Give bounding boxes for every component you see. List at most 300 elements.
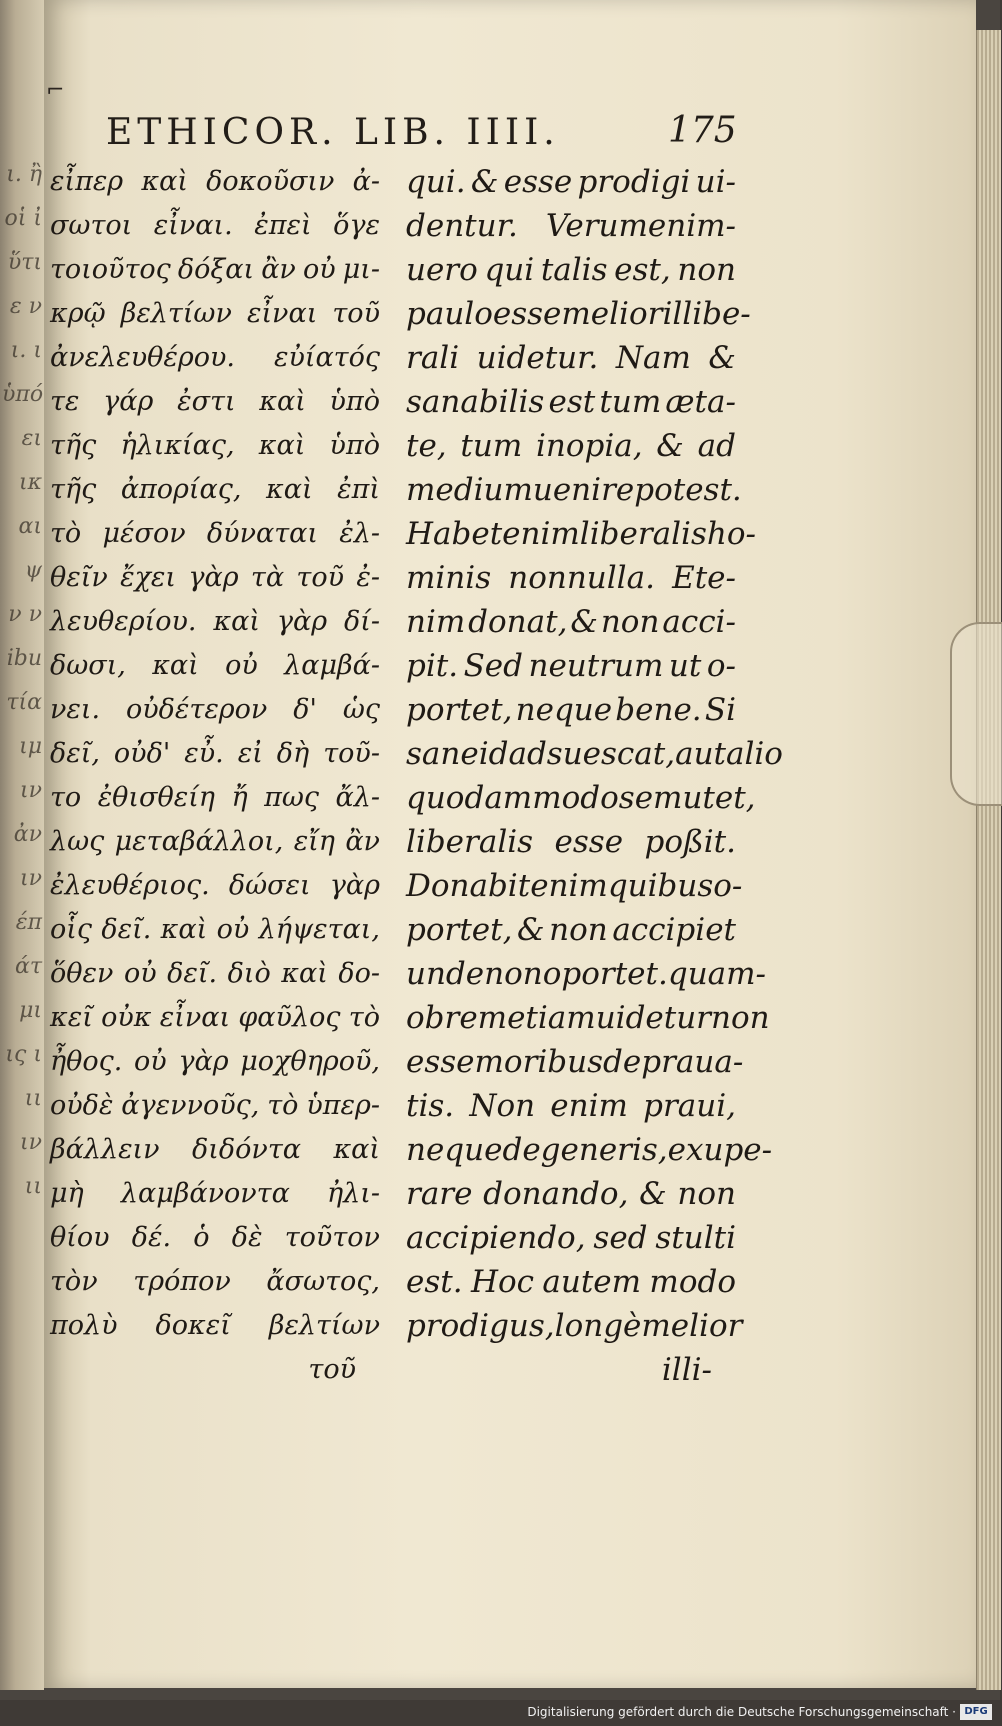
digitization-credit: Digitalisierung gefördert durch die Deutsche Forschungsgemeinschaft · [527,1705,956,1719]
text-word: τε [50,386,80,417]
text-word: ἐπεὶ [254,210,312,241]
text-word: τοῦ [332,298,380,329]
text-word: ὑπὸ [329,386,380,417]
text-word: esse [406,1044,475,1080]
text-word: rare [406,1176,473,1212]
text-word: Donabit [406,868,531,904]
latin-line [406,336,736,380]
text-word: ἀ- [352,166,380,197]
text-word: liberalis [579,516,707,552]
latin-line [406,292,751,336]
text-word: oportet. [542,956,668,992]
text-word: & [639,1176,667,1212]
facing-page-fragment: ἀν [13,822,42,847]
text-word: οὐδὲ [50,1090,114,1121]
text-word: μέσον [102,518,186,549]
text-word: medium [406,472,533,508]
text-word: τῆς [50,474,97,505]
facing-page-fragment: ιι [24,1086,42,1111]
text-word: τὸ [267,1090,299,1121]
text-word: etiam [507,1000,596,1036]
text-word: διδόντα [192,1134,301,1165]
text-word: esse [503,164,573,200]
text-word: Hoc [470,1264,535,1300]
text-word: εἴη [293,826,335,857]
latin-line [406,1348,736,1392]
latin-line [406,1084,736,1128]
greek-line [50,248,380,292]
text-word: ὁ [193,1222,210,1253]
page-number: 175 [668,110,737,151]
text-word: ho- [706,516,756,552]
latin-line [406,1128,773,1172]
text-word: non [549,912,608,948]
greek-line [50,864,380,908]
text-word: Non [469,1088,536,1124]
text-word: alio [726,736,783,772]
facing-page-fragment: ιν [20,866,42,891]
facing-page-fragment: ιν [20,1130,42,1155]
text-word: inopia, [535,428,643,464]
text-word: non [677,252,736,288]
text-word: οὐ [225,650,258,681]
facing-page-fragment: οἱ ἰ [4,206,42,231]
text-word: το [50,782,82,813]
text-word: nim [406,604,466,640]
text-word: βάλλειν [50,1134,160,1165]
text-word: καὶ [333,1134,380,1165]
text-word: ἂν [261,254,296,285]
text-word: stulti [655,1220,736,1256]
text-word: ἐστι [177,386,236,417]
text-word: non [484,956,543,992]
greek-line [50,688,380,732]
text-word: sanabilis [406,384,545,420]
text-word: uidetur [595,1000,711,1036]
greek-line [50,1172,380,1216]
text-word: δώσει [228,870,311,901]
text-word: οὐ [134,1046,167,1077]
latin-line [406,776,756,820]
facing-page-fragment: ι. ἢ [6,162,42,187]
text-word: οὐδ' [113,738,171,769]
text-word: μεταβάλλοι, [114,826,284,857]
text-word: οἷς [50,914,92,945]
text-word: acci- [662,604,736,640]
text-word: & [708,340,736,376]
text-word: Ete- [672,560,736,596]
text-word: δεῖ, [50,738,100,769]
greek-line [50,776,380,820]
facing-page-fragment: ις ι [5,1042,42,1067]
text-word: autem [542,1264,642,1300]
text-word: οὐκ [101,1002,152,1033]
facing-page-fragment: τία [6,690,42,715]
greek-line [50,512,380,556]
greek-line [50,952,380,996]
text-word: o- [706,648,736,684]
latin-line [406,820,736,864]
text-word: ὑπὸ [329,430,380,461]
text-word: te, [406,428,447,464]
latin-line [406,160,736,204]
text-word: id [478,736,509,772]
text-word: Verumenim- [545,208,736,244]
text-word: εἶναι. [153,210,233,241]
latin-line [406,204,736,248]
text-word: longè [554,1308,642,1344]
text-word: γὰρ [178,1046,229,1077]
text-word: enim [530,868,608,904]
text-word: illi- [661,1352,712,1388]
latin-line [406,732,783,776]
greek-line [50,1040,380,1084]
facing-page-fragment: ει [21,426,42,451]
running-head: ETHICOR. LIB. IIII. [106,112,560,153]
text-word: portet, [406,912,513,948]
text-word: δ' [293,694,317,725]
text-word: οὐ [123,958,157,989]
text-word: γάρ [103,386,154,417]
text-word: paulo [406,296,493,332]
facing-page-fragment: ὑπό [2,382,44,407]
greek-line [50,996,380,1040]
greek-line [50,1216,380,1260]
text-word: illibe- [662,296,751,332]
latin-line [406,864,743,908]
greek-line [50,820,380,864]
text-word: τοῦ- [323,738,380,769]
text-word: degeneris, [502,1132,668,1168]
text-word: qui [484,252,535,288]
text-word: & [470,164,499,200]
text-word: γὰρ [276,606,328,637]
latin-line [406,688,736,732]
page-block-edge [976,30,1001,1690]
text-word: non [711,1000,770,1036]
text-word: bene. [615,692,702,728]
facing-page-fragment: ε ν [9,294,42,319]
facing-page-fragment: ι. ι [10,338,42,363]
text-word: ἀγεννοῦς, [121,1090,260,1121]
text-word: εἰ [237,738,263,769]
text-word: ὡς [342,694,380,725]
text-word: φαῦλος [238,1002,341,1033]
text-word: tum [599,384,662,420]
text-word: modo [532,780,619,816]
text-word: εὖ. [184,738,224,769]
text-word: ad [697,428,736,464]
greek-line [50,336,380,380]
text-word: μοχθηροῦ, [240,1046,380,1077]
text-word: rali [406,340,460,376]
text-word: deprauа- [603,1044,744,1080]
text-word: aut [675,736,726,772]
text-word: τὸν [50,1266,98,1297]
facing-page-fragment: μι [19,998,42,1023]
text-word: qui. [406,164,466,200]
text-word: λαμβάνοντα [120,1178,290,1209]
text-word: Nam [615,340,691,376]
greek-line [50,908,380,952]
text-word: ἐπὶ [337,474,380,505]
text-word: τὸ [50,518,82,549]
text-word: minis [406,560,492,596]
text-word: ὅγε [333,210,380,241]
text-word: γὰρ [188,562,239,593]
text-word: κρῷ [50,298,106,329]
text-word: nonnulla. [508,560,655,596]
text-word: æta- [665,384,736,420]
text-word: & [656,428,684,464]
greek-line [50,600,380,644]
greek-line [50,292,380,336]
text-word: ἤ [231,782,248,813]
dfg-logo: DFG [960,1704,992,1720]
text-word: neutrum [528,648,664,684]
facing-page-fragment: ιμ [19,734,42,759]
text-word: πολὺ [50,1310,118,1341]
text-word: quodam [406,780,533,816]
latin-line [406,248,736,292]
text-word: ui- [695,164,736,200]
text-word: Si [704,692,736,728]
text-word: talis [540,252,608,288]
text-word: o- [713,868,743,904]
text-word: λευθερίου. [50,606,197,637]
text-word: ἀπορίας, [120,474,242,505]
greek-line [50,1348,380,1392]
text-word: est. [406,1264,463,1300]
text-word: δωσι, [50,650,126,681]
text-word: ὑπερ- [306,1090,380,1121]
greek-line [50,1128,380,1172]
text-word: λήψεται, [258,914,380,945]
header-mark: ⌐ [46,78,65,103]
text-word: ἐ- [356,562,380,593]
text-word: uidetur. [476,340,599,376]
text-word: modo [649,1264,736,1300]
latin-line [406,512,756,556]
text-word: μὴ [50,1178,84,1209]
text-word: prodigus, [406,1308,555,1344]
text-word: οὐ [302,254,336,285]
text-word: sane [406,736,479,772]
text-word: melior [561,296,663,332]
latin-line [406,1172,736,1216]
latin-line [406,908,736,952]
facing-page-fragment: ικ [18,470,42,495]
text-word: quibus [607,868,714,904]
bookmark-tab [950,622,1002,806]
text-word: Sed [463,648,523,684]
greek-line [50,1260,380,1304]
text-word: liberalis [406,824,534,860]
text-word: Habet [406,516,503,552]
text-word: pit. [406,648,459,684]
latin-line [406,380,736,424]
text-word: ἔχει [120,562,177,593]
text-word: δέ. [131,1222,172,1253]
latin-line [406,996,770,1040]
latin-line [406,644,736,688]
text-word: εὐίατός [273,342,380,373]
greek-line [50,424,380,468]
text-word: ἦθος. [50,1046,123,1077]
text-word: moribus [474,1044,604,1080]
text-word: δὲ [231,1222,263,1253]
greek-line [50,204,380,248]
text-word: κεῖ [50,1002,93,1033]
facing-page-fragment: άτ [14,954,42,979]
text-word: dentur. [406,208,518,244]
text-word: est, [614,252,671,288]
text-word: neque [515,692,613,728]
text-word: δοκεῖ [155,1310,231,1341]
greek-text-column [50,160,380,1392]
text-word: δεῖ. [101,914,152,945]
latin-line [406,556,736,600]
text-word: ἄλ- [335,782,380,813]
text-word: donando, [483,1176,629,1212]
text-word: esse [492,296,562,332]
text-word: καὶ [160,914,208,945]
text-word: δί- [344,606,380,637]
text-word: adsuescat, [508,736,676,772]
facing-page-fragment: ibu [6,646,42,671]
text-word: τοῦτον [284,1222,380,1253]
facing-page-fragment: ιν [20,778,42,803]
text-word: καὶ [266,474,313,505]
text-word: τὸ [348,1002,380,1033]
text-word: esse [554,824,624,860]
text-word: δεῖ. [167,958,218,989]
greek-line [50,380,380,424]
text-word: τοῦ [308,1354,356,1385]
text-word: accipiendo, [406,1220,586,1256]
facing-page-fragment: ιι [24,1174,42,1199]
text-word: οὐ [216,914,250,945]
text-word: θεῖν [50,562,108,593]
text-word: ἂν [345,826,380,857]
latin-line [406,1304,743,1348]
text-word: σωτοι [50,210,133,241]
text-word: se [618,780,654,816]
text-word: δο- [338,958,380,989]
text-word: & [570,604,598,640]
text-word: potest. [634,472,742,508]
text-word: ἀνελευθέρου. [50,342,236,373]
text-word: τοῦ [296,562,345,593]
text-word: exupe- [667,1132,773,1168]
text-word: tis. [406,1088,455,1124]
text-word: neque [406,1132,503,1168]
text-word: accipiet [612,912,736,948]
latin-line [406,600,736,644]
text-word: & [517,912,545,948]
facing-page-fragment: έπ [15,910,42,935]
text-word: καὶ [152,650,199,681]
greek-line [50,468,380,512]
text-word: ὅθεν [50,958,114,989]
text-word: εἶναι [159,1002,231,1033]
text-word: mutet, [653,780,756,816]
latin-line [406,424,736,468]
text-word: uenire [532,472,635,508]
text-word: εἶναι [246,298,318,329]
latin-line [406,1260,736,1304]
text-word: ἡλικίας, [120,430,235,461]
text-word: λαμβά- [284,650,380,681]
text-word: πως [264,782,320,813]
text-word: prodigi [577,164,691,200]
latin-text-column [406,160,783,1392]
latin-line [406,1216,736,1260]
text-word: μι- [342,254,380,285]
text-word: est [548,384,596,420]
text-word: καὶ [259,386,306,417]
greek-line [50,160,380,204]
text-word: τὰ [250,562,285,593]
text-word: τρόπον [133,1266,231,1297]
text-word: non [677,1176,736,1212]
facing-page-fragment: αι [18,514,42,539]
greek-line [50,1304,380,1348]
text-word: τῆς [50,430,97,461]
text-word: ut [668,648,702,684]
text-word: poßit. [644,824,736,860]
text-word: melior [641,1308,743,1344]
greek-line [50,1084,380,1128]
text-word: δύναται [206,518,318,549]
latin-line [406,468,742,512]
text-word: διὸ [227,958,271,989]
text-word: ἐθισθείη [97,782,215,813]
text-word: καὶ [281,958,328,989]
text-word: βελτίων [120,298,232,329]
text-word: καὶ [213,606,260,637]
text-word: unde [406,956,485,992]
text-word: sed [593,1220,648,1256]
left-page-edge [0,0,44,1690]
text-word: ἐλευθέριος. [50,870,210,901]
text-word: τοιοῦτος [50,254,171,285]
text-word: θίου [50,1222,110,1253]
text-word: οὐδέτερον [125,694,268,725]
text-word: obrem [406,1000,508,1036]
text-word: ἄσωτος, [266,1266,380,1297]
text-word: καὶ [141,166,188,197]
text-word: non [600,604,660,640]
text-word: tum [460,428,523,464]
text-word: enim [502,516,580,552]
greek-line [50,556,380,600]
text-word: βελτίων [268,1310,380,1341]
text-word: ἐλ- [339,518,380,549]
text-word: enim [550,1088,628,1124]
text-word: δόξαι [177,254,255,285]
facing-page-fragment: ψ [24,558,42,583]
text-word: καὶ [258,430,306,461]
text-word: δοκοῦσιν [206,166,335,197]
text-word: uero [406,252,478,288]
text-word: ἠλι- [326,1178,380,1209]
text-word: δὴ [276,738,310,769]
text-word: λως [50,826,105,857]
greek-line [50,732,380,776]
facing-page-fragment: ὕτι [7,250,42,275]
text-word: εἶπερ [50,166,124,197]
